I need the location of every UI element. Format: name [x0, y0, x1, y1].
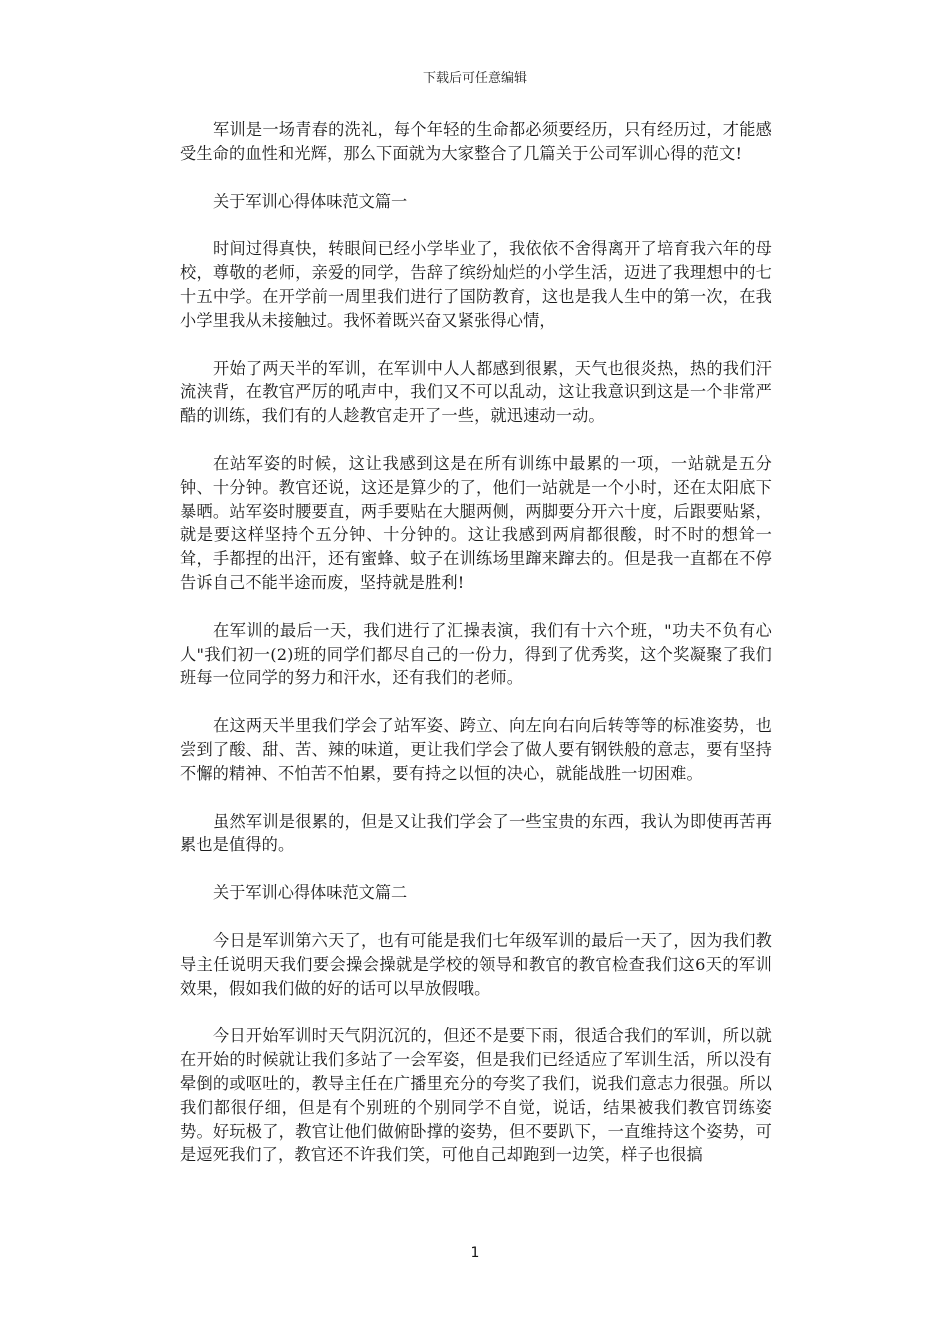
section-heading-1: 关于军训心得体味范文篇一 [213, 191, 408, 211]
paragraph: 虽然军训是很累的，但是又让我们学会了一些宝贵的东西，我认为即使再苦再累也是值得的。 [180, 811, 772, 855]
header-note: 下载后可任意编辑 [422, 71, 527, 86]
paragraph: 开始了两天半的军训，在军训中人人都感到很累，天气也很炎热，热的我们汗流浃背，在教官严厉的吼声中，我们又不可以乱动，这让我意识到这是一个非常严酷的训练，我们有的人趁教官走开了一些，就迅速动一动。 [180, 358, 772, 426]
paragraph-gap [180, 857, 772, 881]
paragraph-gap [180, 333, 772, 357]
paragraph-gap [180, 213, 772, 237]
paragraph-intro: 军训是一场青春的洗礼，每个年轻的生命都必须要经历，只有经历过，才能感受生命的血性和光辉，那么下面就为大家整合了几篇关于公司军训心得的范文! [180, 120, 772, 163]
paragraph-gap [180, 905, 772, 929]
section-heading-2: 关于军训心得体味范文篇二 [213, 883, 408, 903]
paragraph: 今日是军训第六天了，也有可能是我们七年级军训的最后一天了，因为我们教导主任说明天我们要会操会操就是学校的领导和教官的教官检查我们这6天的军训效果，假如我们做的好的话可以早放假哦。 [180, 930, 772, 998]
paragraph-gap [180, 166, 772, 190]
paragraph-gap [180, 428, 772, 452]
paragraph: 时间过得真快，转眼间已经小学毕业了，我依依不舍得离开了培育我六年的母校，尊敬的老师，亲爱的同学，告辞了缤纷灿烂的小学生活，迈进了我理想中的七十五中学。在开学前一周里我们进行了国防教育，这也是我人生中的第一次，在我小学里我从未接触过。我怀着既兴奋又紧张得心情， [180, 239, 772, 330]
page-number: 1 [470, 1245, 480, 1261]
paragraph: 在这两天半里我们学会了站军姿、跨立、向左向右向后转等等的标准姿势，也尝到了酸、甜、苦、辣的味道，更让我们学会了做人要有钢铁般的意志，要有坚持不懈的精神、不怕苦不怕累，要有持之以恒的决心，就能战胜一切困难。 [180, 716, 772, 783]
paragraph-gap [180, 690, 772, 714]
paragraph-gap [180, 786, 772, 810]
paragraph-gap [180, 1000, 772, 1024]
document-body [180, 118, 772, 1167]
paragraph: 在军训的最后一天，我们进行了汇操表演，我们有十六个班，"功夫不负有心人"我们初一(2)班的同学们都尽自己的一份力，得到了优秀奖，这个奖凝聚了我们班每一位同学的努力和汗水，还有我们的老师。 [180, 620, 772, 688]
paragraph-gap [180, 595, 772, 619]
paragraph: 今日开始军训时天气阴沉沉的，但还不是要下雨，很适合我们的军训，所以就在开始的时候就让我们多站了一会军姿，但是我们已经适应了军训生活，所以没有晕倒的或呕吐的，教导主任在广播里充分的夸奖了我们，说我们意志力很强。所以我们都很仔细，但是有个别班的个别同学不自觉，说话，结果被我们教官罚练姿势。好玩极了，教官让他们做俯卧撑的姿势，但不要趴下，一直维持这个姿势，可是逗死我们了，教官还不许我们笑，可他自己却跑到一边笑，样子也很搞 [180, 1026, 772, 1165]
paragraph: 在站军姿的时候，这让我感到这是在所有训练中最累的一项，一站就是五分钟、十分钟。教官还说，这还是算少的了，他们一站就是一个小时，还在太阳底下暴晒。站军姿时腰要直，两手要贴在大腿两侧，两脚要分开六十度，后跟要贴紧，就是要这样坚持个五分钟、十分钟的。这让我感到两肩都很酸，时不时的想耸一耸，手都捏的出汗，还有蜜蜂、蚊子在训练场里蹿来蹿去的。但是我一直都在不停告诉自己不能半途而废，坚持就是胜利! [180, 453, 772, 592]
